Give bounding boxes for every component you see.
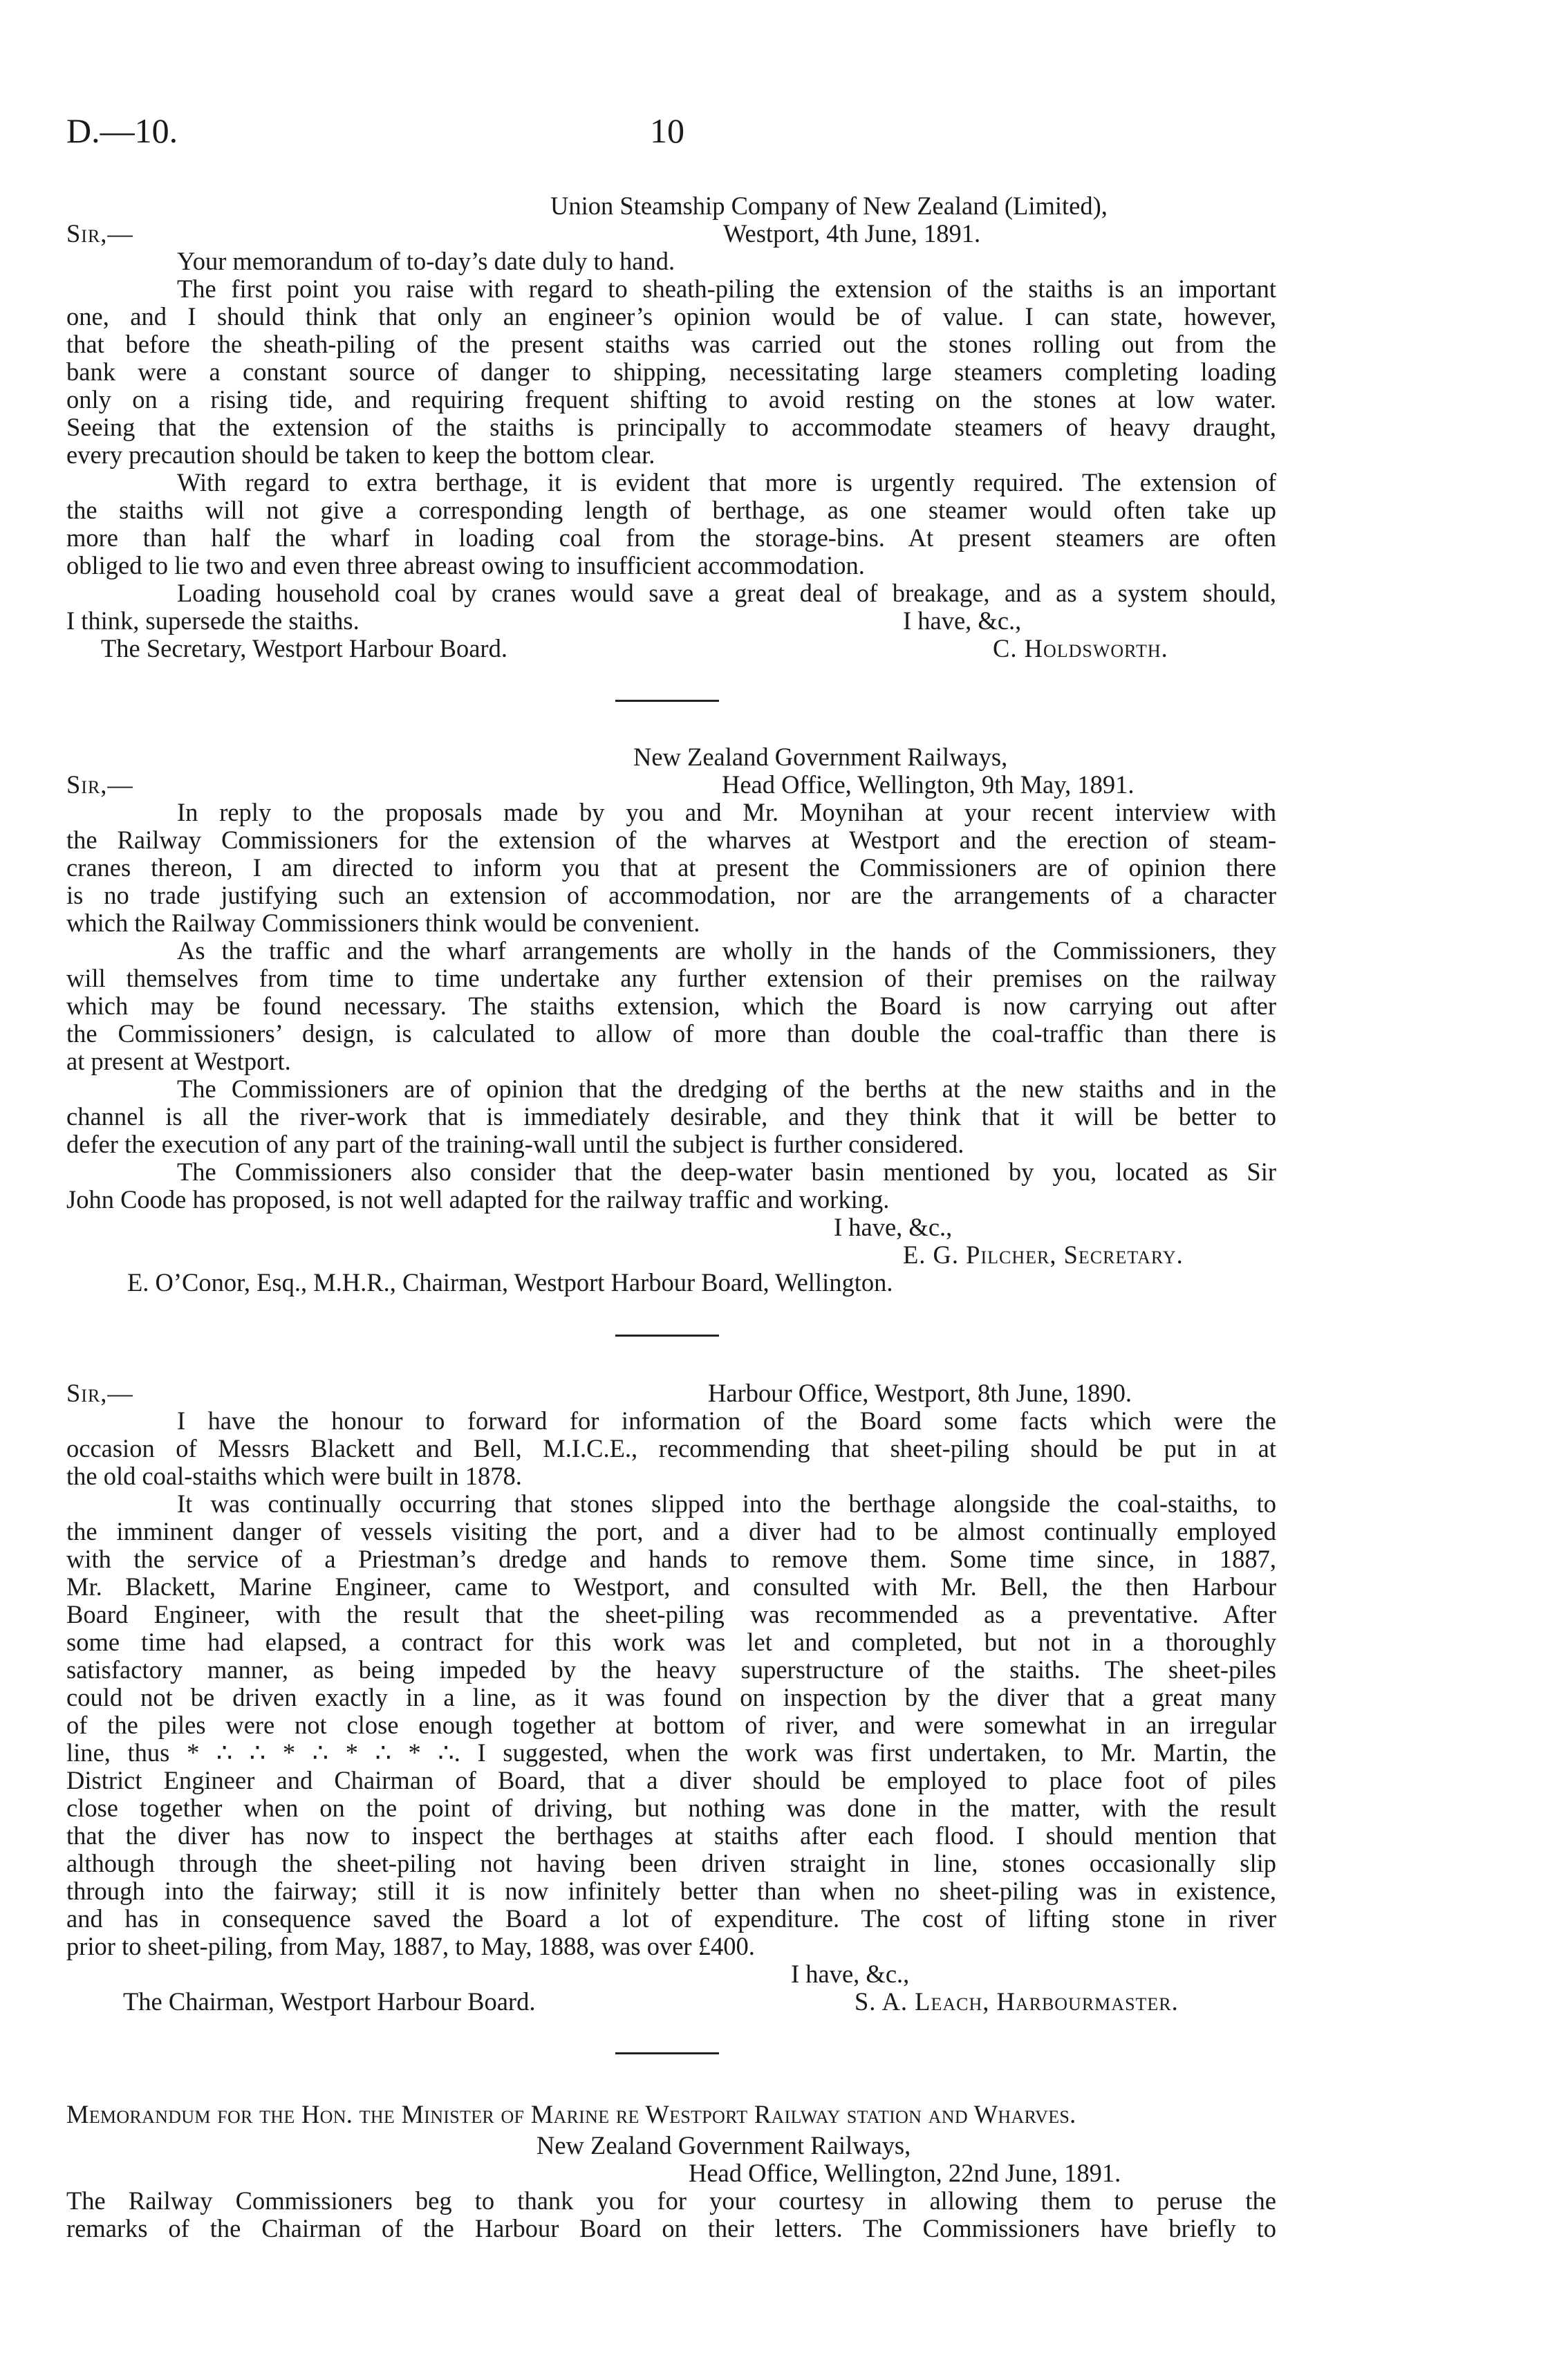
letter1-from-line1: Union Steamship Company of New Zealand (Limited), — [550, 192, 1108, 220]
body-line: bank were a constant source of danger to shipping, necessitating large steamers completing loading — [66, 357, 1276, 386]
body-line: Board Engineer, with the result that the sheet-piling was recommended as a preventative. After — [66, 1600, 1276, 1628]
letter2-addressee: E. O’Conor, Esq., M.H.R., Chairman, Westport Harbour Board, Wellington. — [127, 1268, 893, 1297]
body-line: cranes thereon, I am directed to inform you that at present the Commissioners are of opinion there — [66, 853, 1276, 882]
body-line: with the service of a Priestman’s dredge and hands to remove them. Some time since, in 1887, — [66, 1545, 1276, 1573]
body-line: John Coode has proposed, is not well adapted for the railway traffic and working. — [66, 1185, 890, 1214]
body-line: The Railway Commissioners beg to thank you for your courtesy in allowing them to peruse the — [66, 2186, 1276, 2215]
body-line: only on a rising tide, and requiring frequent shifting to avoid resting on the stones at low water. — [66, 385, 1276, 414]
letter3-from-line: Harbour Office, Westport, 8th June, 1890. — [708, 1379, 1132, 1407]
body-line: I have the honour to forward for information of the Board some facts which were the — [177, 1406, 1276, 1435]
body-line: that before the sheath-piling of the present staiths was carried out the stones rolling out from the — [66, 330, 1276, 358]
body-line: I think, supersede the staiths. — [66, 606, 360, 635]
body-line: Seeing that the extension of the staiths is principally to accommodate steamers of heavy draught, — [66, 413, 1276, 441]
body-line: the old coal-staiths which were built in 1878. — [66, 1462, 522, 1490]
body-line: the Railway Commissioners for the extension of the wharves at Westport and the erection of steam- — [66, 826, 1276, 854]
letter2-from-line1: New Zealand Government Railways, — [633, 743, 1008, 771]
body-line: that the diver has now to inspect the berthages at staiths after each flood. I should mention that — [66, 1821, 1276, 1850]
body-line: through into the fairway; still it is now infinitely better than when no sheet-piling was in existence, — [66, 1877, 1276, 1905]
body-line: close together when on the point of driving, but nothing was done in the matter, with the result — [66, 1794, 1276, 1822]
body-line: remarks of the Chairman of the Harbour Board on their letters. The Commissioners have briefly to — [66, 2214, 1276, 2242]
memo-from-line1: New Zealand Government Railways, — [536, 2131, 911, 2159]
body-line: Your memorandum of to-day’s date duly to hand. — [177, 247, 675, 275]
body-line: The Commissioners are of opinion that the dredging of the berths at the new staiths and in the — [177, 1075, 1276, 1103]
body-line: could not be driven exactly in a line, as it was found on inspection by the diver that a great many — [66, 1683, 1276, 1711]
document-code: D.—10. — [66, 111, 178, 150]
body-line: the Commissioners’ design, is calculated to allow of more than double the coal-traffic than there is — [66, 1019, 1276, 1048]
letter3-closing: I have, &c., — [791, 1960, 910, 1988]
memo-title: Memorandum for the Hon. the Minister of Marine re Westport Railway station and Wharves. — [66, 2100, 1076, 2128]
body-line: which the Railway Commissioners think would be convenient. — [66, 909, 700, 937]
letter1-addressee: The Secretary, Westport Harbour Board. — [101, 634, 507, 662]
body-line: occasion of Messrs Blackett and Bell, M.I.C.E., recommending that sheet-piling should be put in at — [66, 1434, 1276, 1462]
body-line: will themselves from time to time undertake any further extension of their premises on the railway — [66, 964, 1276, 992]
body-line: at present at Westport. — [66, 1047, 291, 1075]
section-divider — [615, 2052, 719, 2054]
letter3-addressee: The Chairman, Westport Harbour Board. — [123, 1987, 536, 2016]
body-line: As the traffic and the wharf arrangements are wholly in the hands of the Commissioners, they — [177, 936, 1276, 965]
page-number: 10 — [650, 111, 684, 150]
body-line: which may be found necessary. The staiths extension, which the Board is now carrying out after — [66, 992, 1276, 1020]
letter1-signature: C. Holdsworth. — [993, 634, 1168, 662]
letter3-salutation: Sir,— — [66, 1379, 133, 1407]
body-line: channel is all the river-work that is immediately desirable, and they think that it will be better to — [66, 1102, 1276, 1131]
body-line: With regard to extra berthage, it is evident that more is urgently required. The extension of — [177, 468, 1276, 496]
body-line: The Commissioners also consider that the deep-water basin mentioned by you, located as Sir — [177, 1158, 1276, 1186]
body-line: of the piles were not close enough together at bottom of river, and were somewhat in an irregular — [66, 1711, 1276, 1739]
body-line: the imminent danger of vessels visiting the port, and a diver had to be almost continually employed — [66, 1517, 1276, 1545]
body-line: line, thus * ∴ ∴ * ∴ * ∴ * ∴. I suggested, when the work was first undertaken, to Mr. Martin, the — [66, 1738, 1276, 1767]
body-line: is no trade justifying such an extension of accommodation, nor are the arrangements of a character — [66, 881, 1276, 909]
body-line: one, and I should think that only an engineer’s opinion would be of value. I can state, however, — [66, 302, 1276, 331]
letter2-signature: E. G. Pilcher, Secretary. — [903, 1241, 1184, 1269]
body-line: the staiths will not give a corresponding length of berthage, as one steamer would often take up — [66, 496, 1276, 524]
letter2-closing: I have, &c., — [834, 1213, 953, 1241]
body-line: Loading household coal by cranes would save a great deal of breakage, and as a system should, — [177, 579, 1276, 607]
body-line: and has in consequence saved the Board a lot of expenditure. The cost of lifting stone in river — [66, 1904, 1276, 1933]
letter1-closing: I have, &c., — [903, 606, 1022, 635]
body-line: The first point you raise with regard to sheath-piling the extension of the staiths is an important — [177, 275, 1276, 303]
body-line: Mr. Blackett, Marine Engineer, came to Westport, and consulted with Mr. Bell, the then Harbour — [66, 1572, 1276, 1601]
body-line: although through the sheet-piling not having been driven straight in line, stones occasionally slip — [66, 1849, 1276, 1877]
letter1-salutation: Sir,— — [66, 219, 133, 248]
section-divider — [615, 700, 719, 702]
body-line: In reply to the proposals made by you and Mr. Moynihan at your recent interview with — [177, 798, 1276, 826]
memo-from-line2: Head Office, Wellington, 22nd June, 1891. — [689, 2159, 1121, 2187]
section-divider — [615, 1335, 719, 1337]
letter1-from-line2: Westport, 4th June, 1891. — [723, 219, 981, 248]
letter3-signature: S. A. Leach, Harbourmaster. — [855, 1987, 1179, 2016]
body-line: some time had elapsed, a contract for this work was let and completed, but not in a thoroughly — [66, 1628, 1276, 1656]
body-line: defer the execution of any part of the training-wall until the subject is further considered. — [66, 1130, 964, 1158]
body-line: every precaution should be taken to keep the bottom clear. — [66, 440, 655, 469]
body-line: District Engineer and Chairman of Board, that a diver should be employed to place foot of piles — [66, 1766, 1276, 1794]
body-line: satisfactory manner, as being impeded by the heavy superstructure of the staiths. The sheet-piles — [66, 1655, 1276, 1684]
letter2-salutation: Sir,— — [66, 770, 133, 799]
body-line: prior to sheet-piling, from May, 1887, to May, 1888, was over £400. — [66, 1932, 755, 1960]
body-line: obliged to lie two and even three abreast owing to insufficient accommodation. — [66, 551, 865, 579]
body-line: more than half the wharf in loading coal from the storage-bins. At present steamers are often — [66, 523, 1276, 552]
body-line: It was continually occurring that stones slipped into the berthage alongside the coal-staiths, to — [177, 1489, 1276, 1518]
letter2-from-line2: Head Office, Wellington, 9th May, 1891. — [722, 770, 1135, 799]
